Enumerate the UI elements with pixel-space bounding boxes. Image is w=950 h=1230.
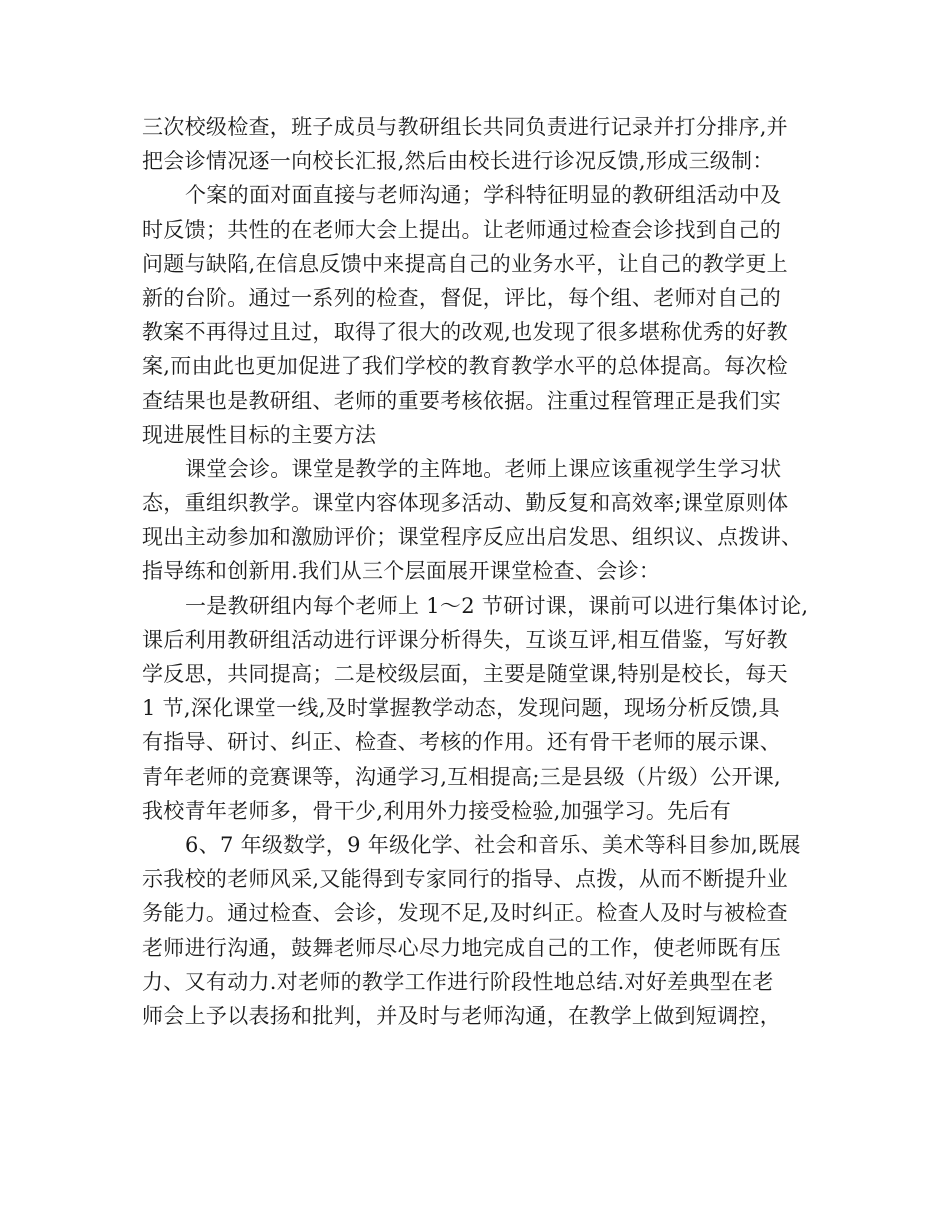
text-line: 教案不再得过且过，取得了很大的改观,也发现了很多堪称优秀的好教 <box>142 320 788 345</box>
paragraph-start-line: 个案的面对面直接与老师沟通；学科特征明显的教研组活动中及 <box>185 183 782 208</box>
text-line: 有指导、研讨、纠正、检查、考核的作用。还有骨干老师的展示课、 <box>142 730 781 755</box>
text-line: 指导练和创新用.我们从三个层面展开课堂检查、会诊： <box>142 559 661 584</box>
text-line: 查结果也是教研组、老师的重要考核依据。注重过程管理正是我们实 <box>142 388 781 413</box>
paragraph-start-line: 一是教研组内每个老师上 1～2 节研讨课，课前可以进行集体讨论, <box>185 593 809 618</box>
body-text <box>142 110 822 1033</box>
text-line: 现出主动参加和激励评价；课堂程序反应出启发思、组织议、点拨讲、 <box>142 525 803 550</box>
text-line: 案,而由此也更加促进了我们学校的教育教学水平的总体提高。每次检 <box>142 354 788 379</box>
text-line: 力、又有动力.对老师的教学工作进行阶段性地总结.对好差典型在老 <box>142 969 774 994</box>
text-line: 我校青年老师多，骨干少,利用外力接受检验,加强学习。先后有 <box>142 798 732 823</box>
text-line: 现进展性目标的主要方法 <box>142 422 377 447</box>
text-line: 老师进行沟通，鼓舞老师尽心尽力地完成自己的工作，使老师既有压 <box>142 935 781 960</box>
text-line: 新的台阶。通过一系列的检查，督促，评比，每个组、老师对自己的 <box>142 285 781 310</box>
text-line: 三次校级检查，班子成员与教研组长共同负责进行记录并打分排序,并 <box>142 115 788 139</box>
text-line: 学反思，共同提高；二是校级层面，主要是随堂课,特别是校长，每天 <box>142 662 788 686</box>
text-line: 师会上予以表扬和批判，并及时与老师沟通，在教学上做到短调控， <box>142 1003 781 1028</box>
text-line: 示我校的老师风采,又能得到专家同行的指导、点拨，从而不断提升业 <box>142 867 788 892</box>
text-line: 务能力。通过检查、会诊，发现不足,及时纠正。检查人及时与被检查 <box>142 901 788 926</box>
text-line: 1 节,深化课堂一线,及时掌握教学动态，发现问题，现场分析反馈,具 <box>142 696 780 721</box>
text-line: 问题与缺陷,在信息反馈中来提高自己的业务水平，让自己的教学更上 <box>142 251 788 276</box>
text-line: 时反馈；共性的在老师大会上提出。让老师通过检查会诊找到自己的 <box>142 217 781 242</box>
text-line: 青年老师的竞赛课等，沟通学习,互相提高;三是县级（片级）公开课, <box>142 764 782 789</box>
text-line: 课后利用教研组活动进行评课分析得失，互谈互评,相互借鉴，写好教 <box>142 627 788 652</box>
text-line: 态，重组织教学。课堂内容体现多活动、勤反复和高效率;课堂原则体 <box>142 491 789 516</box>
paragraph-start-line: 课堂会诊。课堂是教学的主阵地。老师上课应该重视学生学习状 <box>185 456 782 481</box>
text-line: 把会诊情况逐一向校长汇报,然后由校长进行诊况反馈,形成三级制： <box>142 149 774 174</box>
paragraph-start-line: 6、7 年级数学，9 年级化学、社会和音乐、美术等科目参加,既展 <box>185 832 801 857</box>
